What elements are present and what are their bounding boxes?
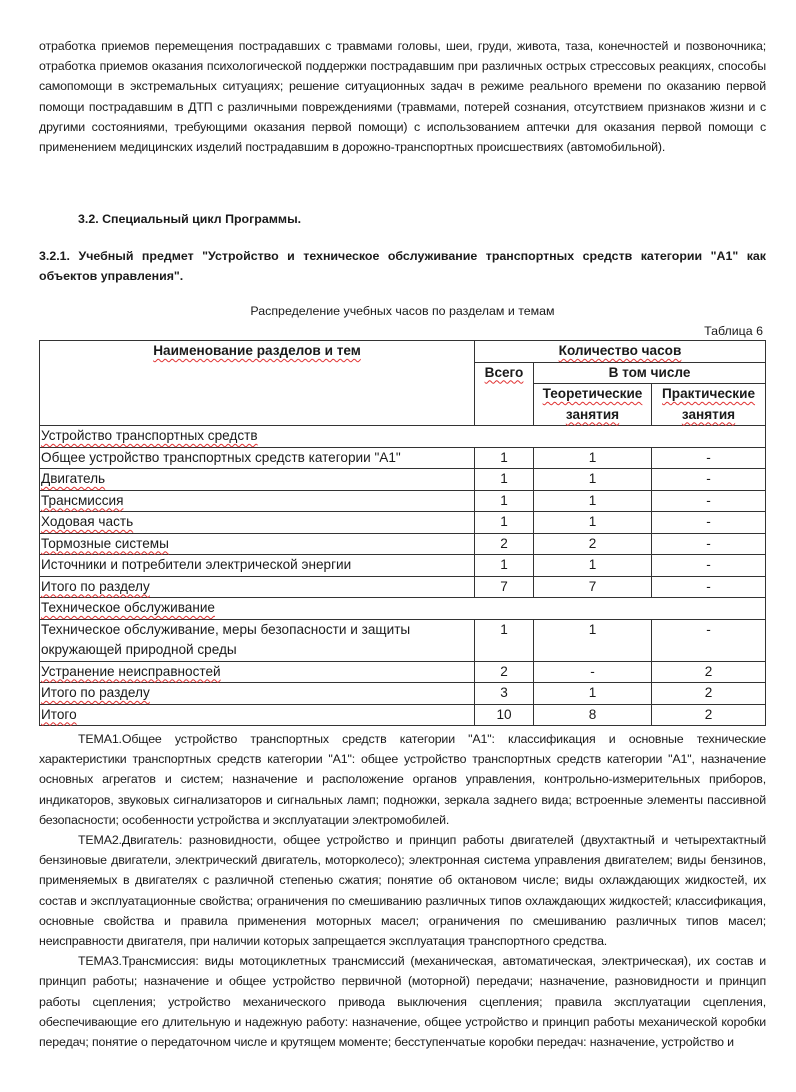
table-header-row	[40, 341, 766, 363]
table-number: Таблица 6	[704, 324, 763, 338]
table-row: Устранение неисправностей 2 - 2	[40, 661, 766, 683]
header-practice: Практические	[652, 384, 766, 405]
section-row: Устройство транспортных средств	[40, 426, 766, 448]
theme-2-paragraph: ТЕМА2.Двигатель: разновидности, общее устройство и принцип работы двигателей (двухтактный и четырехтактный бензиновые двигатели, электрический двигатель, моторколесо); электронная система управления двигателем; виды бензинов, применяемых в двигателях с различной степенью сжатия; понятие об октановом числе; виды охлаждающих жидкостей, их состав и эксплуатационные свойства; ограничения по смешиванию различных типов охлаждающих жидкостей; классификация, основные свойства и правила применения моторных масел; ограничения по смешиванию различных типов масел; неисправности двигателя, при наличии которых запрещается эксплуатация транспортного средства.	[39, 833, 766, 949]
theme-1-paragraph: ТЕМА1.Общее устройство транспортных средств категории "А1": классификация и основные технические характеристики транспортных средств категории "А1": общее устройство транспортных средств категории "А1", назначение основных агрегатов и систем; назначение и расположение органов управления, контрольно-измерительных приборов, индикаторов, звуковых сигнализаторов и сигнальных ламп; подножки, зеркала заднего вида; встроенные элементы пассивной безопасности; особенности устройства и эксплуатации электромобилей.	[39, 732, 766, 827]
hours-distribution-table	[39, 340, 766, 726]
header-practice-2: занятия	[652, 405, 766, 426]
table-row: Трансмиссия 1 1 -	[40, 490, 766, 512]
table-row: Техническое обслуживание, меры безопасности и защиты окружающей природной среды 1 1 -	[40, 619, 766, 661]
section-row: Техническое обслуживание	[40, 598, 766, 620]
theme-3-paragraph: ТЕМА3.Трансмиссия: виды мотоциклетных трансмиссий (механическая, автоматическая, электрическая), их состав и принцип работы; назначение и общее устройство первичной (моторной) передачи; назначение, разновидности и принцип работы сцепления; устройство механического привода выключения сцепления; правила эксплуатации сцепления, обеспечивающие его длительную и надежную работу: назначение, общее устройство и принцип работы механической коробки передач; понятие о передаточном числе и крутящем моменте; бесступенчатые коробки передач: назначение, устройство и	[39, 954, 766, 1050]
intro-paragraph: отработка приемов перемещения пострадавших с травмами головы, шеи, груди, живота, таза, конечностей и позвоночника; отработка приемов оказания психологической поддержки пострадавшим при различных острых стрессовых реакциях, способы самопомощи в экстремальных ситуациях; решение ситуационных задач в режиме реального времени по оказанию первой помощи пострадавшим в ДТП с различными повреждениями (травмами, потерей сознания, отсутствием признаков жизни и с другими состояниями, требующими оказания первой помощи) с использованием аптечки для оказания первой помощи с применением медицинских изделий пострадавшим в дорожно-транспортных происшествиях (автомобильной).	[39, 39, 766, 155]
subtotal-row: Итого по разделу 7 7 -	[40, 576, 766, 598]
header-hours: Количество часов	[475, 341, 766, 363]
table-row: Общее устройство транспортных средств категории "А1" 1 1 -	[40, 447, 766, 469]
header-theory-2: занятия	[534, 405, 652, 426]
header-total: Всего	[475, 362, 534, 426]
table-caption: Распределение учебных часов по разделам и темам	[250, 304, 555, 318]
header-theory: Теоретические	[534, 384, 652, 405]
table-row: Источники и потребители электрической энергии 1 1 -	[40, 555, 766, 577]
themes-block	[39, 729, 766, 1052]
section-heading: 3.2. Специальный цикл Программы.	[78, 212, 302, 226]
grand-total-row: Итого 10 8 2	[40, 704, 766, 726]
subject-heading: 3.2.1. Учебный предмет "Устройство и техническое обслуживание транспортных средств категории "А1" как объектов управления".	[39, 249, 766, 283]
document-page	[39, 36, 766, 1050]
table-row: Ходовая часть 1 1 -	[40, 512, 766, 534]
header-including: В том числе	[534, 362, 766, 384]
table-row: Тормозные системы 2 2 -	[40, 533, 766, 555]
header-name: Наименование разделов и тем	[40, 341, 475, 426]
subtotal-row: Итого по разделу 3 1 2	[40, 683, 766, 705]
table-row: Двигатель 1 1 -	[40, 469, 766, 491]
